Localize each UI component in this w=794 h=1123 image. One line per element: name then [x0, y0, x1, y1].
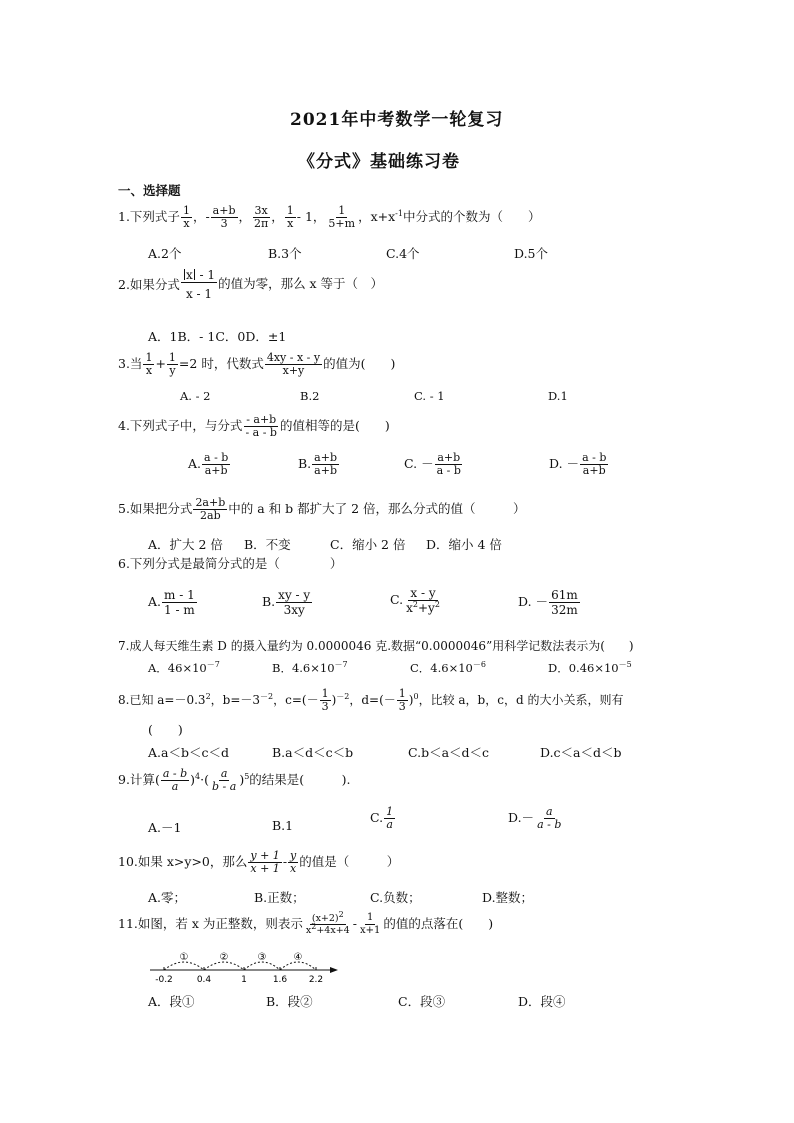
q6-option-a[interactable]: A. $\frac{m - 1}{1 - m}$ — [148, 588, 195, 617]
q9-option-c[interactable]: C. $\frac{1}{a}$ — [370, 805, 394, 831]
q9-option-a[interactable]: A.－1 — [148, 820, 182, 835]
q11-option-d[interactable]: D．段④ — [518, 994, 566, 1009]
q5-option-b[interactable]: B．不变 — [244, 537, 291, 552]
question-6: 6.下列分式是最简分式的是（ ） — [118, 556, 343, 571]
q10-option-c[interactable]: C.负数； — [370, 890, 421, 905]
q11-option-b[interactable]: B．段② — [266, 994, 313, 1009]
segment-label-1: ① — [179, 952, 189, 963]
q8-option-c[interactable]: C.b＜a＜d＜c — [408, 745, 490, 760]
q8-option-b[interactable]: B.a＜d＜c＜b — [272, 745, 354, 760]
tick-label: -0.2 — [155, 975, 173, 985]
question-10: 10.如果 x>y>0，那么 $\frac{y + 1}{x + 1}$ - $\frac{y}{x}$ 的值是（ ） — [118, 849, 400, 875]
q6-option-b[interactable]: B. $\frac{xy - y}{3xy}$ — [262, 588, 311, 617]
q7-option-b[interactable]: B．$4.6\times 10^{-7}$ — [272, 660, 348, 675]
fraction: $\frac{x - 1}{x - 1}$ — [181, 268, 217, 301]
segment-label-3: ③ — [257, 952, 267, 963]
fraction: $\frac{1}{5+m}$ — [328, 204, 356, 230]
q7-option-d[interactable]: D．$0.46\times 10^{-5}$ — [548, 660, 632, 675]
question-2: 2.如果分式 $\frac{x - 1}{x - 1}$ 的值为零，那么 x 等于（ ） — [118, 268, 384, 301]
fraction: $\frac{1}{y}$ — [168, 351, 176, 377]
q3-option-c[interactable]: C. - 1 — [414, 389, 445, 403]
fraction: $\frac{1}{3}$ — [398, 687, 406, 713]
q5-option-d[interactable]: D．缩小 4 倍 — [426, 537, 502, 552]
q7-option-a[interactable]: A．$46\times 10^{-7}$ — [148, 660, 220, 675]
fraction: $\frac{1}{3}$ — [321, 687, 329, 713]
fraction: $\frac{1}{x+1}$ — [359, 912, 381, 936]
q10-option-a[interactable]: A.零； — [148, 890, 187, 905]
question-7: 7.成人每天维生素 D 的摄入量约为 0.0000046 克.数据“0.0000046”用科学记数法表示为( ) — [118, 639, 634, 653]
question-1: 1.下列式子 $\frac{1}{x}$ ，- $\frac{a+b}{3}$ ， $\frac{3x}{2\pi}$ ， $\frac{1}{x}$ - 1， $\frac{1}{5+m}$ ，$x+x^{-1}$中分式的个数为（ ） — [118, 204, 541, 230]
fraction: $\frac{4xy - x - y}{x+y}$ — [266, 351, 321, 377]
section-heading: 一、选择题 — [118, 183, 181, 198]
fraction: $\frac{a - b}{a}$ — [162, 767, 188, 793]
q11-option-c[interactable]: C．段③ — [398, 994, 446, 1009]
tick-label: 1 — [241, 975, 247, 985]
fraction: $\frac{1}{x}$ — [286, 204, 294, 230]
q8-option-d[interactable]: D.c＜a＜d＜b — [540, 745, 622, 760]
fraction: $\frac{2a+b}{2ab}$ — [195, 496, 226, 522]
q4-option-c[interactable]: C. － $\frac{a+b}{a - b}$ — [404, 451, 461, 477]
q4-option-d[interactable]: D. － $\frac{a - b}{a+b}$ — [549, 451, 607, 477]
fraction: $\frac{y + 1}{x + 1}$ — [250, 849, 280, 875]
number-line-figure — [148, 950, 338, 990]
question-11: 11.如图，若 x 为正整数，则表示 $\frac{(x+2)^2}{x^2+4x+4}$ - $\frac{1}{x+1}$ 的值的点落在( ) — [118, 909, 494, 936]
fraction: $\frac{(x+2)^2}{x^2+4x+4}$ — [305, 909, 350, 936]
q5-option-a[interactable]: A．扩大 2 倍 — [148, 537, 223, 552]
fraction: $\frac{a+b}{3}$ — [212, 204, 236, 230]
tick-label: 1.6 — [272, 975, 288, 985]
q1-option-c[interactable]: C.4个 — [386, 246, 420, 261]
question-4: 4.下列式子中，与分式 $\frac{- a+b}{- a - b}$ 的值相等的是( ) — [118, 413, 390, 439]
arrow-head — [330, 967, 338, 973]
q1-option-a[interactable]: A.2个 — [148, 246, 182, 261]
q6-option-c[interactable]: C. $\frac{x - y}{x^2+y^2}$ — [390, 586, 440, 615]
q1-option-b[interactable]: B.3个 — [268, 246, 302, 261]
q8-answer-bracket: ( ) — [148, 722, 183, 737]
q1-option-d[interactable]: D.5个 — [514, 246, 549, 261]
fraction: $\frac{- a+b}{- a - b}$ — [245, 413, 277, 439]
q8-option-a[interactable]: A.a＜b＜c＜d — [148, 745, 229, 760]
q3-option-b[interactable]: B.2 — [300, 389, 320, 403]
tick-label: 2.2 — [308, 975, 324, 985]
q9-option-d[interactable]: D.－ $\frac{a}{a - b}$ — [508, 805, 562, 831]
segment-arc-3 — [244, 962, 280, 970]
question-8: 8.已知 $a=-0.3^2$，$b=-3^{-2}$，c=(－ $\frac{1}{3}$ )$^{-2}$，d=(－ $\frac{1}{3}$ )$^0$，比较 a，b，c，d 的大小关系，则有 — [118, 687, 624, 713]
q7-option-c[interactable]: C．$4.6\times 10^{-6}$ — [410, 660, 486, 675]
fraction: $\frac{3x}{2\pi}$ — [254, 204, 269, 230]
q9-option-b[interactable]: B.1 — [272, 818, 294, 833]
fraction: $\frac{1}{x}$ — [182, 204, 190, 230]
q10-option-b[interactable]: B.正数； — [254, 890, 305, 905]
q4-option-a[interactable]: A. $\frac{a - b}{a+b}$ — [188, 451, 229, 477]
fraction: $\frac{1}{x}$ — [145, 351, 153, 377]
segment-arc-1 — [164, 962, 204, 970]
q10-option-d[interactable]: D.整数； — [482, 890, 534, 905]
segment-label-4: ④ — [293, 952, 303, 963]
q6-option-d[interactable]: D. － $\frac{61m}{32m}$ — [518, 588, 578, 617]
segment-arc-2 — [204, 962, 244, 970]
fraction: $\frac{y}{x}$ — [290, 849, 297, 875]
tick-label: 0.4 — [196, 975, 212, 985]
q5-option-c[interactable]: C．缩小 2 倍 — [330, 537, 406, 552]
q2-options[interactable]: A．1B．- 1C．0D．±1 — [148, 329, 287, 344]
q3-option-d[interactable]: D.1 — [548, 389, 568, 403]
page-title: 2021年中考数学一轮复习 — [290, 110, 504, 130]
question-5: 5.如果把分式 $\frac{2a+b}{2ab}$ 中的 a 和 b 都扩大了 2 倍，那么分式的值（ ） — [118, 496, 526, 522]
page-subtitle: 《分式》基础练习卷 — [298, 152, 460, 172]
q4-option-b[interactable]: B. $\frac{a+b}{a+b}$ — [298, 451, 337, 477]
q11-option-a[interactable]: A．段① — [148, 994, 195, 1009]
question-3: 3.当 $\frac{1}{x}$ + $\frac{1}{y}$ =2 时，代数式 $\frac{4xy - x - y}{x+y}$ 的值为( ) — [118, 351, 396, 377]
segment-label-2: ② — [219, 952, 229, 963]
question-9: 9.计算( $\frac{a - b}{a}$ )$^4$·( $\frac{a}{b - a}$ )$^5$的结果是( ). — [118, 767, 351, 793]
segment-arc-4 — [280, 962, 316, 970]
q3-option-a[interactable]: A. - 2 — [180, 389, 211, 403]
fraction: $\frac{a}{b - a}$ — [212, 767, 237, 793]
